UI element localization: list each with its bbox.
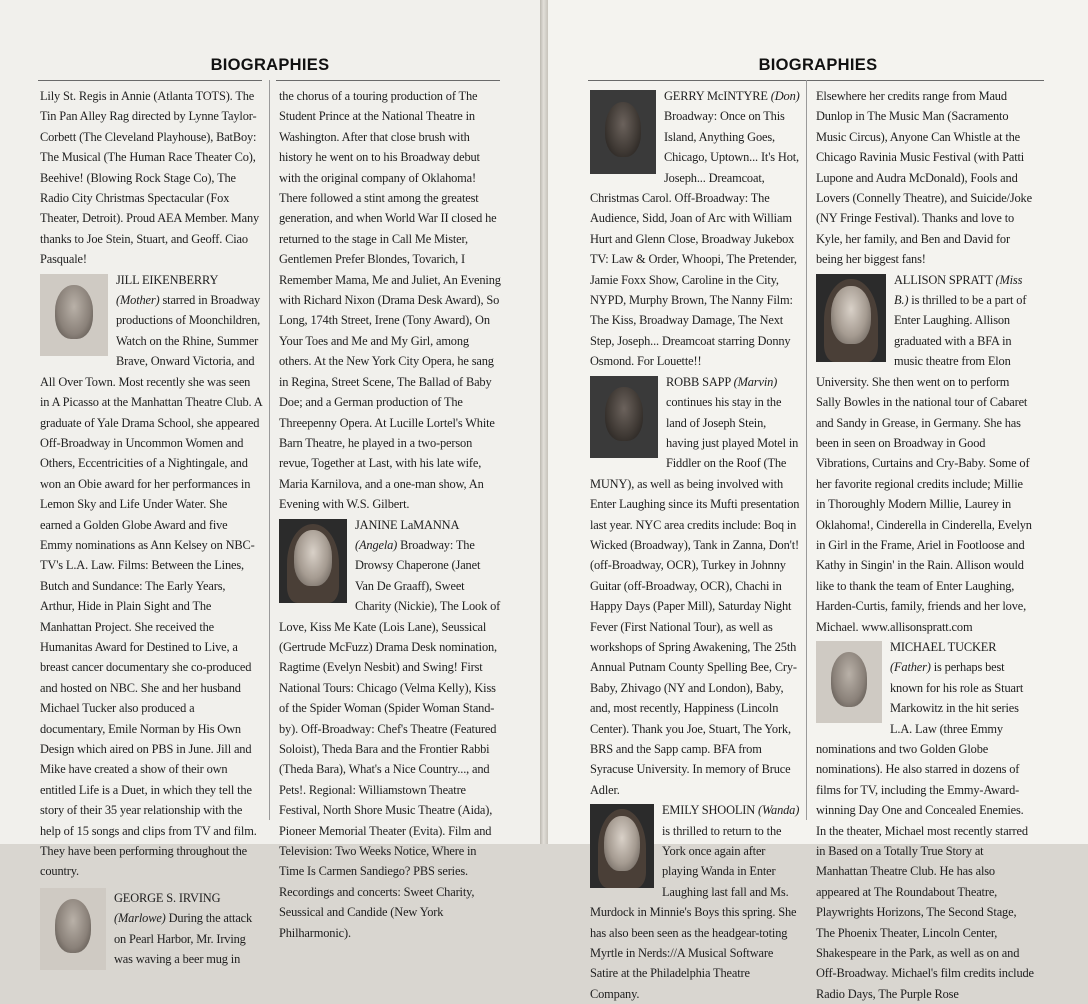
role-name: (Marlowe) bbox=[114, 911, 166, 926]
right-page bbox=[548, 0, 1088, 1001]
actor-name: MICHAEL TUCKER bbox=[890, 639, 997, 654]
heading-rule bbox=[38, 80, 262, 81]
right-column-2 bbox=[816, 86, 1034, 1004]
role-name: (Angela) bbox=[355, 537, 398, 552]
spratt-photo bbox=[816, 274, 886, 362]
left-page bbox=[0, 0, 540, 967]
column-divider bbox=[806, 80, 807, 820]
left-column-1 bbox=[40, 86, 262, 972]
bio-text: During the attack on Pearl Harbor, Mr. Irving was waving a beer mug in bbox=[114, 911, 253, 967]
left-column-2 bbox=[279, 86, 501, 943]
actor-name: JANINE LaMANNA bbox=[355, 517, 459, 532]
right-column-1 bbox=[590, 86, 800, 1004]
bio-text: Broadway: Once on This Island, Anything Goes, Chicago, Uptown... It's Hot, Joseph... Dreamcoat, Christmas Carol. Off-Broadway: The Audience, Sidd, Joan of Arc with William Hurt and Glenn Close, Broadway Jukebox TV: Law & Order, Whoopi, The Pretender, Jamie Foxx Show, Caroline in the City, NYPD, Murphy Brown, The Nanny Film: The Kiss, Broadway Damage, The Next Step, Joseph... Dreamcoat starring Donny Osmond. For Louette!! bbox=[590, 109, 800, 369]
lamanna-photo bbox=[279, 519, 347, 603]
page-heading-left: BIOGRAPHIES bbox=[210, 56, 330, 74]
bio-text: continues his stay in the land of Joseph Stein, having just played Motel in Fiddler on the Roof (The MUNY), as well as being involved with Enter Laughing since its Mufti presentation last year. NYC area credits include: Boq in Wicked (Broadway), Tank in Zanna, Don't! (off-Broadway, OCR), Turkey in Johnny Guitar (off-Broadway, OCR), Chachi in Happy Days (Paper Mill), Saturday Night Fever (First National Tour), as well as workshops of Spring Awakening, The 25th Annual Putnam County Spelling Bee, Cry-Baby, Zhivago (NY and London), Baby, and, most recently, Happiness (Lincoln Center). Thank you Joe, Stuart, The York, BRS and the Sapp camp. BFA from Syracuse University. In memory of Bruce Adler. bbox=[590, 395, 800, 797]
actor-name: JILL EIKENBERRY bbox=[116, 272, 218, 287]
heading-rule bbox=[588, 80, 812, 81]
bio-text: starred in Broadway productions of Moonchildren, Watch on the Rhine, Summer Brave, Onward Victoria, and All Over Town. Most recently she was seen in A Picasso at the Manhattan Theatre Club. A graduate of Yale Drama School, she appeared Off-Broadway in Uncommon Women and Others, Eccentricities of a Nightingale, and won an Obie award for her performances in Lemon Sky and Life Under Water. She earned a Golden Globe Award and five Emmy nominations as Ann Kelsey on NBC-TV's L.A. Law. Films: Between the Lines, Butch and Sundance: The Early Years, Arthur, Hide in Plain Sight and The Manhattan Project. She received the Humanitas Award for Destined to Live, a breast cancer documentary she co-produced and hosted on NBC. She and her husband Michael Tucker also produced a documentary, Emile Norman by His Own Design which aired on PBS in June. Jill and Mike have created a show of their own entitled Life is a Duet, in which they tell the story of their 35 year relationship with the help of 15 songs and clips from TV and film. They have been performing throughout the country. bbox=[40, 293, 262, 879]
role-name: (Marvin) bbox=[733, 374, 778, 389]
role-name: (Miss B.) bbox=[894, 272, 1023, 308]
role-name: (Father) bbox=[890, 660, 931, 675]
actor-name: ROBB SAPP bbox=[666, 374, 731, 389]
bio-continuation: Lily St. Regis in Annie (Atlanta TOTS). The Tin Pan Alley Rag directed by Lynne Taylor-Corbett (The Cleveland Playhouse), BatBoy: The Musical (The Human Race Theater Co), Beehive! (Blowing Rock Stage Co), The Radio City Christmas Spectacular (Fox Theater, Detroit). Proud AEA Member. Many thanks to Joe Stein, Stuart, and Geoff. Ciao Pasquale! bbox=[40, 89, 260, 267]
role-name: (Wanda) bbox=[758, 803, 800, 818]
heading-rule bbox=[812, 80, 1044, 81]
actor-name: GERRY McINTYRE bbox=[664, 89, 768, 103]
actor-name: EMILY SHOOLIN bbox=[662, 803, 756, 818]
bio-continuation: the chorus of a touring production of The Student Prince at the National Theatre in Washington. After that close brush with history he went on to his Broadway debut with the original company of Oklahoma! There followed a stint among the greatest generation, and when World War II closed he returned to the stage in Call Me Mister, Gentlemen Prefer Blondes, Tovarich, I Remember Mama, Me and Juliet, An Evening with Richard Nixon (Drama Desk Award), So Long, 174th Street, Irene (Tony Award), On Your Toes and Me and My Girl, among others. At the New York City Opera, he sang in Regina, Street Scene, The Ballad of Baby Doe; and a German production of The Threepenny Opera. At Lucille Lortel's White Barn Theatre, he played in a two-person revue, Together at Last, with his late wife, Maria Karnilova, and a one-man show, An Evening with W.S. Gilbert. bbox=[279, 89, 501, 512]
column-divider bbox=[269, 80, 270, 820]
heading-rule bbox=[276, 80, 500, 81]
irving-photo bbox=[40, 888, 106, 970]
actor-name: ALLISON SPRATT bbox=[894, 272, 993, 287]
bio-text: is thrilled to return to the York once again after playing Wanda in Enter Laughing last fall and Ms. Murdock in Minnie's Boys this spring. She has also been seen as the headgear-toting Myrtle in Nerds://A Musical Software Satire at the Philadelphia Theatre Company. bbox=[590, 823, 797, 1001]
bio-continuation: Elsewhere her credits range from Maud Dunlop in The Music Man (Sacramento Music Circus), Anyone Can Whistle at the Chicago Ravinia Music Festival (with Patti Lupone and Audra McDonald), Fools and Lovers (Connelly Theatre), and Suicide/Joke (NY Fringe Festival). Thanks and love to Kyle, her family, and Ben and David for being her biggest fans! bbox=[816, 89, 1032, 267]
role-name: (Mother) bbox=[116, 293, 160, 308]
bio-text: is perhaps best known for his role as Stuart Markowitz in the hit series L.A. Law (three Emmy nominations and two Golden Globe nominations). He also starred in dozens of films for TV, including the Emmy-Award-winning Day One and Concealed Enemies. In the theater, Michael most recently starred in Based on a Totally True Story at Manhattan Theatre Club. He has also appeared at The Roundabout Theatre, Playwrights Horizons, The Second Stage, The Phoenix Theater, Lincoln Center, Shakespeare in the Park, as well as on and Off-Broadway. Michael's film credits include Radio Days, The Purple Rose bbox=[816, 660, 1034, 1001]
page-heading-right: BIOGRAPHIES bbox=[758, 56, 878, 74]
bio-text: is thrilled to be a part of Enter Laughing. Allison graduated with a BFA in music theatre from Elon University. She then went on to perform Sally Bowles in the national tour of Cabaret and Sandy in Grease, in Germany. She has been in seen on Broadway in Good Vibrations, Curtains and Cry-Baby. Some of her favorite regional credits include; Millie in Thoroughly Modern Millie, Laurey in Oklahoma!, Cinderella in Cinderella, Evelyn in Girl in the Frame, Ariel in Footloose and Kathy in Singin' in the Rain. Allison would like to thank the team of Enter Laughing, Harden-Curtis, family, friends and her love, Michael. www.allisonspratt.com bbox=[816, 293, 1032, 634]
bio-eikenberry bbox=[40, 270, 262, 882]
role-name: (Don) bbox=[770, 89, 800, 103]
sholin-photo bbox=[590, 804, 654, 888]
book-gutter bbox=[540, 0, 548, 844]
actor-name: GEORGE S. IRVING bbox=[114, 890, 221, 905]
mcintyre-photo bbox=[590, 90, 656, 174]
eikenberry-photo bbox=[40, 274, 108, 356]
bio-text: Broadway: The Drowsy Chaperone (Janet Van De Graaff), Sweet Charity (Nickie), The Look of Love, Kiss Me Kate (Lois Lane), Seussical (Gertrude McFuzz) Drama Desk nomination, Ragtime (Evelyn Nesbit) and Swing! First National Tours: Chicago (Velma Kelly), Kiss of the Spider Woman (Spider Woman Stand-by). Off-Broadway: Chef's Theatre (Featured Soloist), Theda Bara and the Frontier Rabbi (Theda Bara), What's a Nice Country..., and Pets!. Regional: Williamstown Theatre Festival, North Shore Music Theatre (Aida), Pioneer Memorial Theater (Evita). Film and Television: Two Weeks Notice, Where in Time Is Carmen Sandiego? PBS series. Recordings and concerts: Sweet Charity, Seussical and Candide (New York Philharmonic). bbox=[279, 537, 501, 940]
sapp-photo bbox=[590, 376, 658, 458]
tucker-photo bbox=[816, 641, 882, 723]
